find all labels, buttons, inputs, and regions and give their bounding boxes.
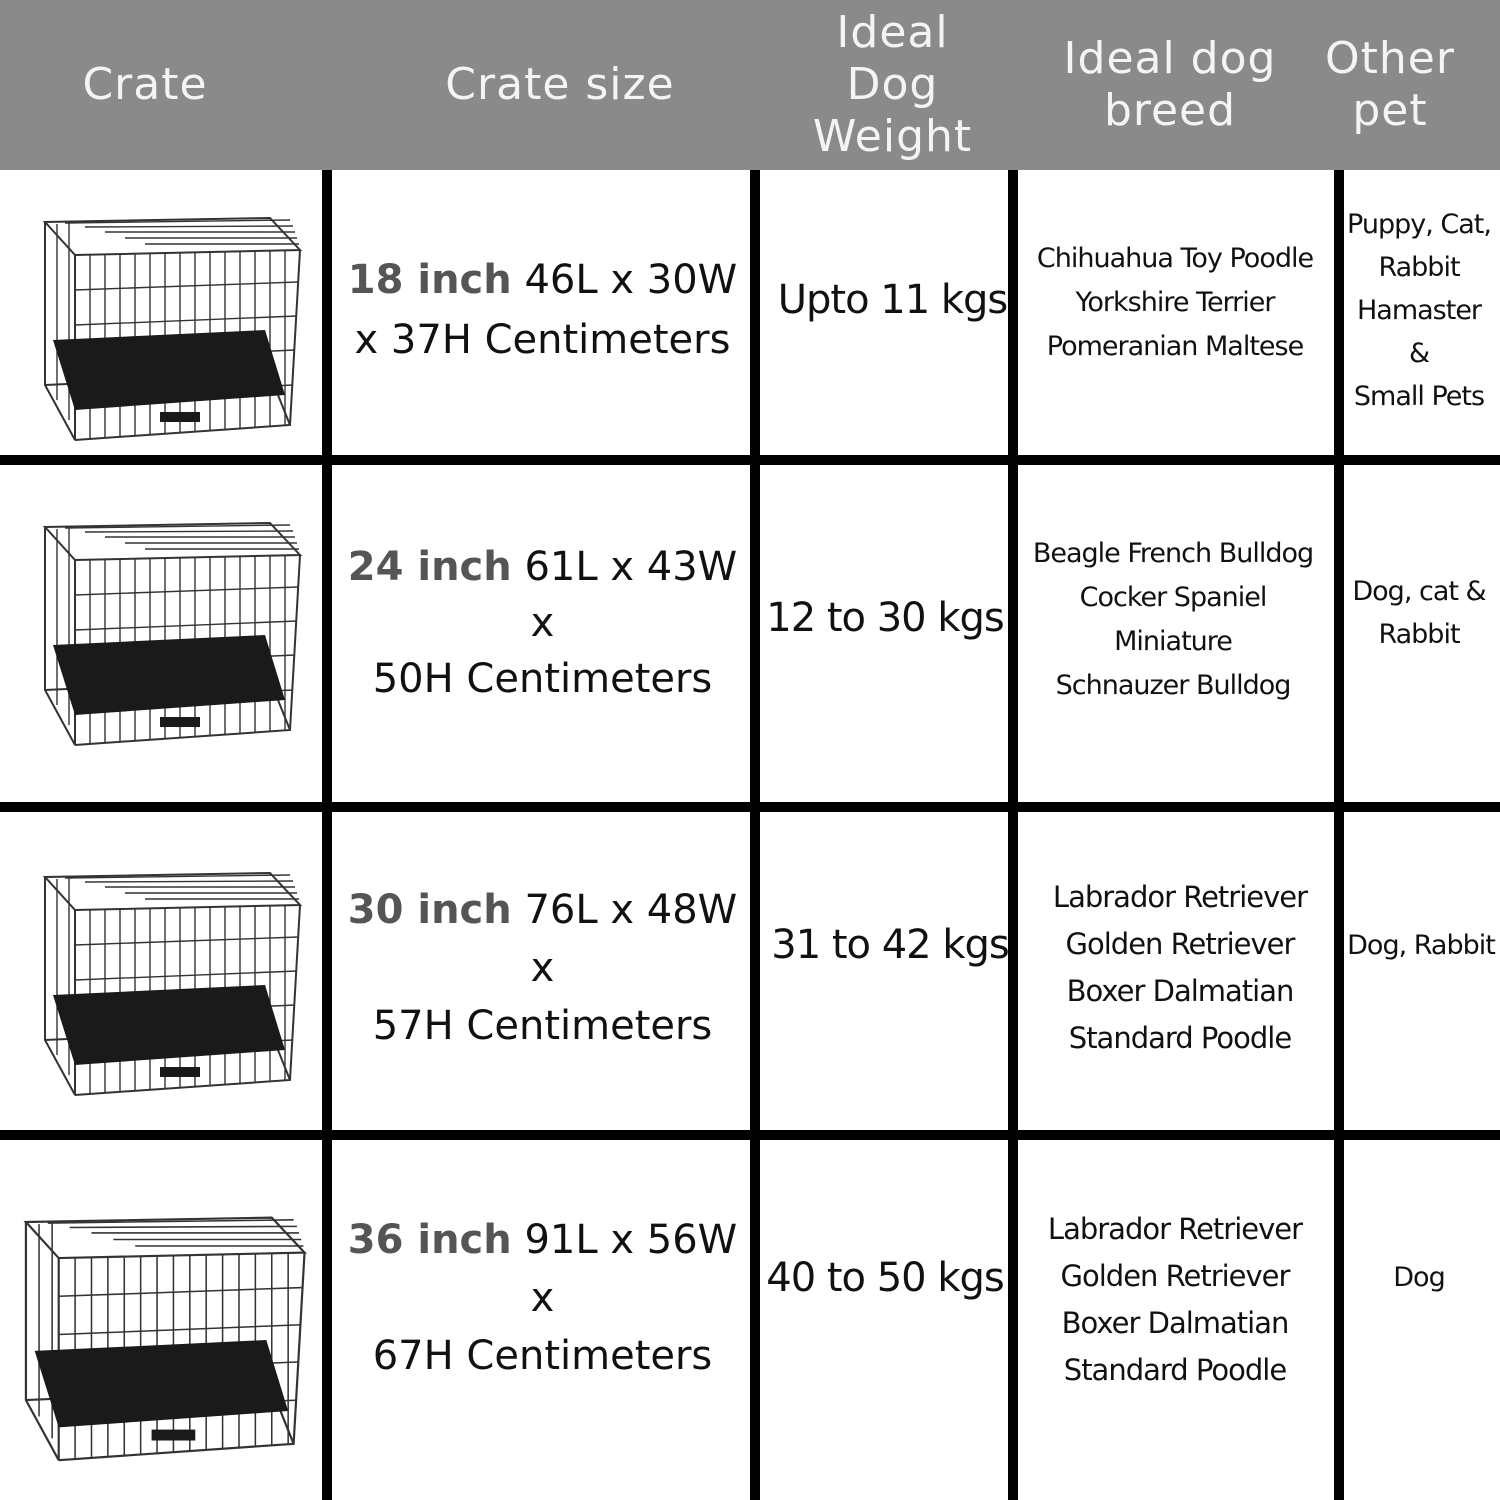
table-row-3-breed: Labrador Retriever Golden Retriever Boxer Dalmatian Standard Poodle: [1052, 879, 1308, 1055]
size-inch-label: 36 inch: [347, 1216, 512, 1263]
size-dimensions: 76L x 48W x: [511, 886, 738, 991]
wire-dog-crate-icon: [35, 865, 305, 1105]
header-ideal-dog-breed: Ideal dog breed: [1063, 33, 1277, 136]
table-row-1-crate-size: [340, 175, 745, 445]
size-inch-label: 24 inch: [347, 543, 512, 590]
header-ideal-dog-weight: Ideal Dog Weight: [812, 7, 973, 162]
table-row-4-weight: 40 to 50 kgs: [766, 1254, 1004, 1301]
table-row-3-weight: 31 to 42 kgs: [771, 922, 1009, 968]
table-row-2-other-pet: Dog, cat & Rabbit: [1352, 575, 1486, 650]
table-row-2-crate-size: [340, 470, 745, 775]
size-dimensions-line2: 57H Centimeters: [372, 1002, 713, 1049]
table-row-1-breed: Chihuahua Toy Poodle Yorkshire Terrier Pomeranian Maltese: [1036, 242, 1314, 362]
table-row-4-crate-size: [340, 1145, 745, 1450]
grid-line-vertical: [322, 170, 332, 1500]
size-inch-label: 18 inch: [347, 257, 512, 303]
grid-line-vertical: [1334, 170, 1344, 1500]
wire-dog-crate-icon: [35, 210, 305, 450]
table-row-2-breed: Beagle French Bulldog Cocker Spaniel Miniature Schnauzer Bulldog: [1032, 538, 1314, 701]
header-other-pet: Other pet: [1325, 33, 1455, 136]
header-crate-size: Crate size: [445, 59, 675, 110]
wire-dog-crate-icon: [35, 515, 305, 755]
table-row-1-weight: Upto 11 kgs: [777, 277, 1008, 323]
table-row-4-other-pet: Dog: [1393, 1262, 1445, 1293]
size-dimensions-line2: 50H Centimeters: [372, 655, 713, 702]
grid-line-horizontal: [0, 455, 1500, 465]
table-row-2-weight: 12 to 30 kgs: [766, 594, 1004, 641]
size-dimensions-line2: 67H Centimeters: [372, 1332, 713, 1379]
size-dimensions: 61L x 43W x: [511, 543, 738, 646]
grid-line-horizontal: [0, 802, 1500, 812]
grid-line-vertical: [750, 170, 760, 1500]
size-inch-label: 30 inch: [347, 886, 512, 933]
table-row-3-other-pet: Dog, Rabbit: [1347, 929, 1495, 961]
size-dimensions: 46L x 30W: [511, 257, 738, 303]
size-dimensions-line2: x 37H Centimeters: [354, 317, 731, 363]
size-dimensions: 91L x 56W x: [511, 1216, 738, 1321]
wire-dog-crate-icon: [15, 1205, 310, 1475]
table-row-1-other-pet: Puppy, Cat, Rabbit Hamaster & Small Pets: [1347, 208, 1491, 412]
table-row-4-breed: Labrador Retriever Golden Retriever Boxer Dalmatian Standard Poodle: [1047, 1212, 1303, 1387]
table-header: [0, 0, 1500, 170]
header-crate: Crate: [82, 59, 208, 110]
grid-line-horizontal: [0, 1130, 1500, 1140]
table-row-3-crate-size: [340, 815, 745, 1120]
